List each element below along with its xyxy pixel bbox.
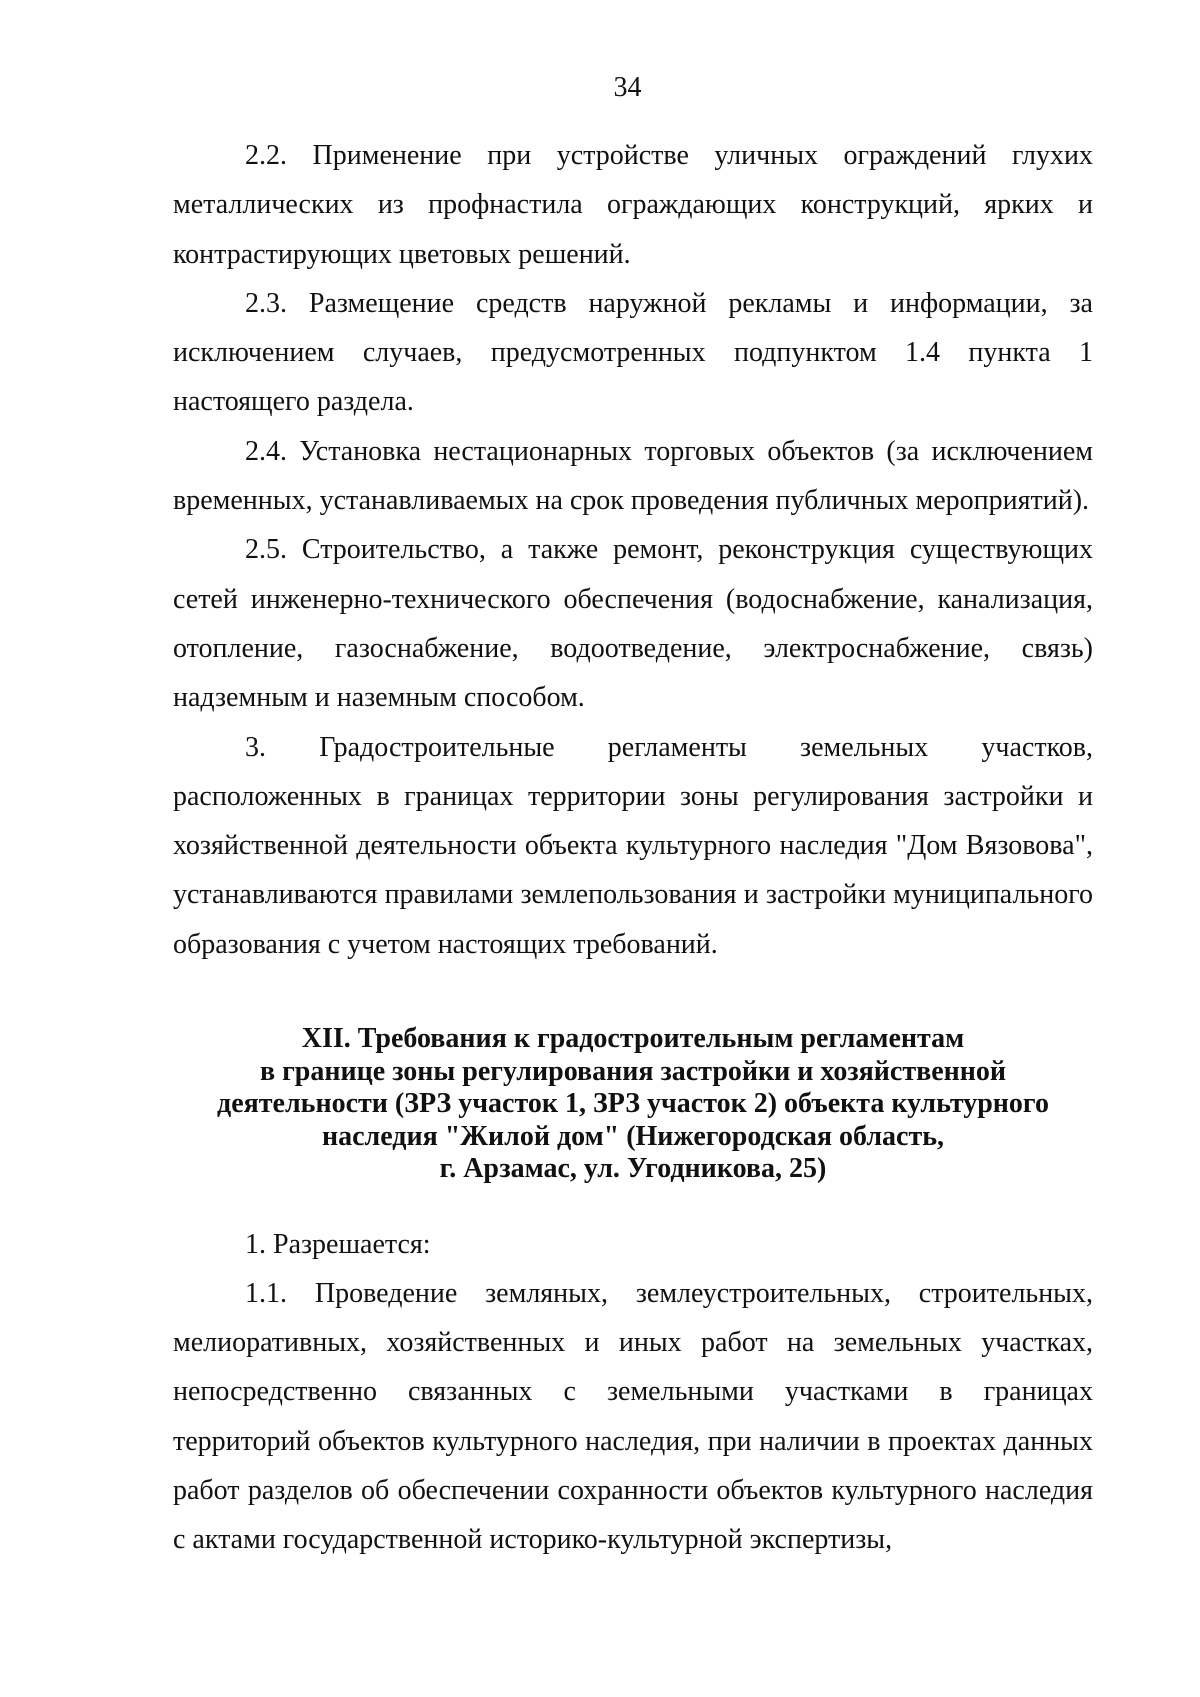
section-heading-line: XII. Требования к градостроительным регламентам [301, 1023, 965, 1055]
section-heading-line: наследия "Жилой дом" (Нижегородская область, [321, 1120, 945, 1152]
section-heading-line: г. Арзамас, ул. Угодникова, 25) [439, 1153, 827, 1185]
paragraph-2-2: 2.2. Применение при устройстве уличных ограждений глухих металлических из профнастила ограждающих конструкций, ярких и контрастирующих цветовых решений. [173, 140, 1093, 270]
paragraph-1-1: 1.1. Проведение земляных, землеустроительных, строительных, мелиоративных, хозяйственных и иных работ на земельных участках, непосредственно связанных с земельными участками в границах территорий объектов культурного наследия, при наличии в проектах данных работ разделов об обеспечении сохранности объектов культурного наследия с актами государственной историко-культурной экспертизы, [173, 1277, 1093, 1556]
paragraph-2-5: 2.5. Строительство, а также ремонт, реконструкция существующих сетей инженерно-технического обеспечения (водоснабжение, канализация, отопление, газоснабжение, водоотведение, электроснабжение, связь) надземным и наземным способом. [173, 534, 1093, 714]
section-heading [173, 1023, 1093, 1186]
paragraph-1: 1. Разрешается: [245, 1228, 431, 1260]
paragraph-3: 3. Градостроительные регламенты земельных участков, расположенных в границах территории зоны регулирования застройки и хозяйственной деятельности объекта культурного наследия "Дом Вязовова", устанавливаются правилами землепользования и застройки муниципального образования с учетом настоящих требований. [173, 731, 1093, 960]
section-heading-line: деятельности (ЗРЗ участок 1, ЗРЗ участок 2) объекта культурного [217, 1088, 1049, 1120]
section-heading-line: в границе зоны регулирования застройки и хозяйственной [259, 1055, 1007, 1087]
page-number: 34 [613, 72, 642, 103]
paragraph-2-3: 2.3. Размещение средств наружной рекламы и информации, за исключением случаев, предусмотренных подпунктом 1.4 пункта 1 настоящего раздела. [173, 287, 1093, 418]
paragraph-2-4: 2.4. Установка нестационарных торговых объектов (за исключением временных, устанавливаемых на срок проведения публичных мероприятий). [173, 435, 1093, 517]
document-body [173, 131, 1093, 1565]
